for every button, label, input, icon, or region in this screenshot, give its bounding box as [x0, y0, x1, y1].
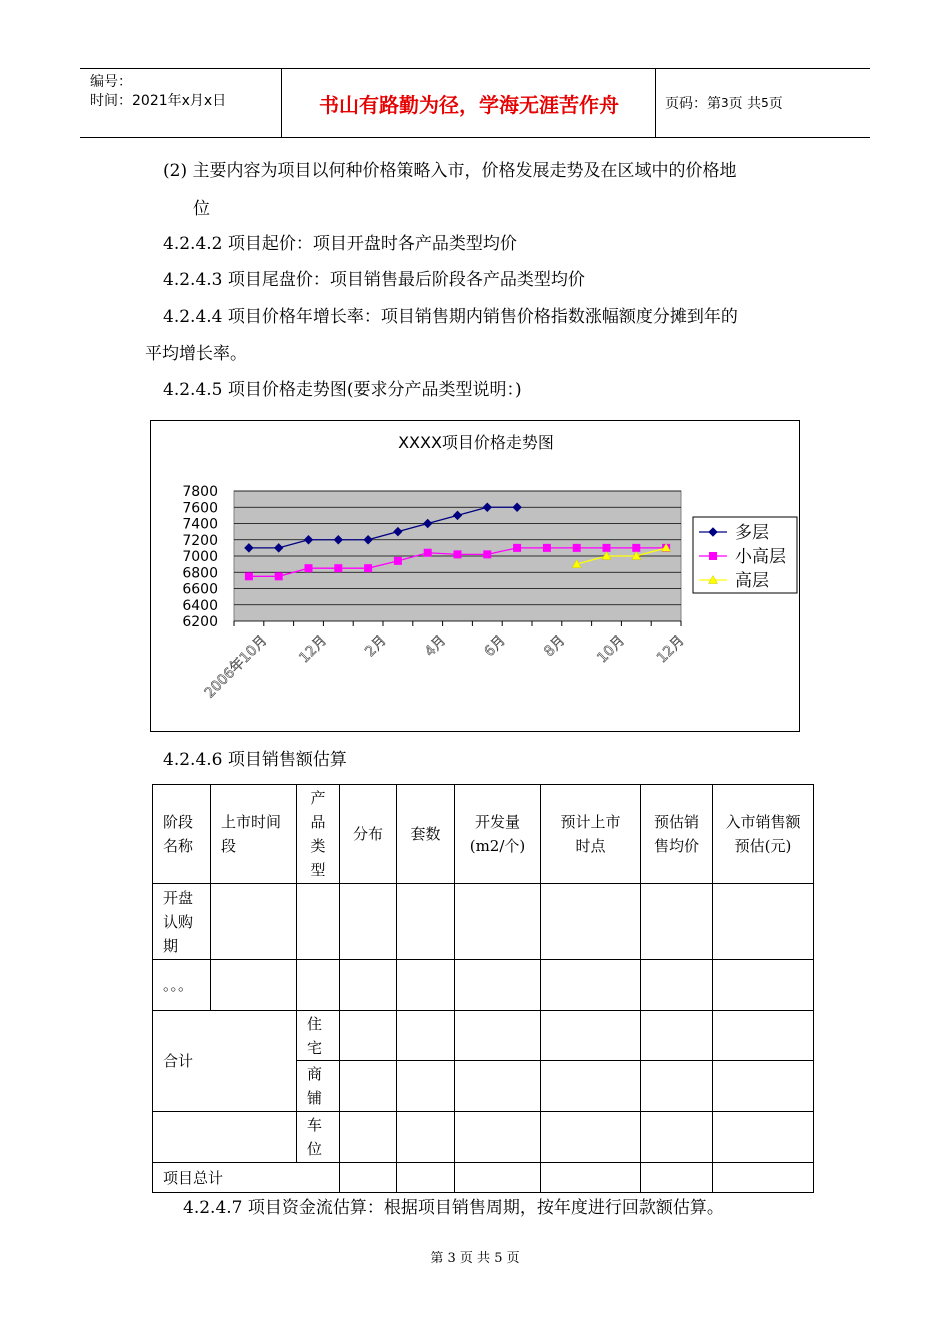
data-point: [710, 553, 717, 560]
page-current: 3: [721, 96, 729, 110]
header-cell: 产品类型: [297, 785, 340, 884]
x-tick-label: 6月: [481, 632, 510, 661]
y-tick-label: 6800: [182, 565, 218, 582]
paragraph-cashflow: 4.2.4.7 项目资金流估算：根据项目销售周期，按年度进行回款额估算。: [183, 1198, 724, 1218]
page-header: [80, 68, 870, 138]
table-cell: 商铺: [297, 1061, 340, 1112]
x-tick-label: 2月: [362, 632, 390, 661]
table-cell: 住宅: [297, 1011, 340, 1061]
chart-title: XXXX项目价格走势图: [398, 433, 554, 452]
data-point: [484, 551, 491, 558]
header-page-info: [665, 69, 783, 137]
table-cell: 项目总计: [153, 1163, 340, 1193]
y-tick-label: 7200: [182, 532, 218, 549]
header-cell: 上市时间段: [211, 785, 297, 884]
header-motto: 书山有路勤为径，学海无涯苦作舟: [319, 92, 619, 117]
data-point: [514, 544, 521, 551]
data-point: [543, 544, 550, 551]
data-point: [633, 544, 640, 551]
table-cell: 开盘认购期: [153, 884, 211, 960]
paragraph-sales-estimate: 4.2.4.6 项目销售额估算: [163, 750, 347, 770]
header-cell: 入市销售额预估(元): [713, 785, 814, 884]
table-header-row: [153, 785, 814, 884]
table-row: [153, 884, 814, 960]
data-point: [454, 551, 461, 558]
header-divider: [281, 69, 282, 137]
y-tick-label: 7800: [182, 484, 218, 500]
page-footer: 第 3 页 共 5 页: [430, 1251, 520, 1266]
page-mid: 页 共: [728, 96, 762, 112]
paragraph-growth-rate-cont: 平均增长率。: [145, 344, 247, 364]
header-cell: 开发量(m2/个): [455, 785, 541, 884]
sales-estimate-table: [152, 784, 814, 1193]
doc-date-label: 时间：2021年x月x日: [90, 93, 227, 109]
paragraph-content-cont: 位: [193, 199, 210, 219]
header-cell: 分布: [340, 785, 397, 884]
page-total: 5: [761, 96, 769, 110]
data-point: [424, 549, 431, 556]
x-tick-label: 10月: [594, 632, 629, 667]
y-tick-label: 7400: [182, 516, 218, 533]
data-point: [365, 565, 372, 572]
page-suffix: 页: [768, 96, 783, 112]
data-point: [573, 544, 580, 551]
data-point: [394, 557, 401, 564]
paragraph-start-price: 4.2.4.2 项目起价：项目开盘时各产品类型均价: [163, 234, 517, 254]
legend-label: 小高层: [735, 547, 786, 567]
table-cell: 合计: [153, 1011, 297, 1112]
chart-svg: [151, 421, 799, 731]
y-tick-label: 6400: [182, 597, 218, 614]
paragraph-growth-rate: 4.2.4.4 项目价格年增长率：项目销售期内销售价格指数涨幅额度分摊到年的: [163, 307, 738, 327]
header-cell: 预估销售均价: [641, 785, 713, 884]
y-tick-label: 7600: [182, 500, 218, 517]
doc-number-label: 编号：: [90, 74, 132, 90]
table-row: [153, 1112, 814, 1163]
y-tick-label: 6600: [182, 581, 218, 598]
header-cell: 阶段名称: [153, 785, 211, 884]
x-tick-label: 2006年10月: [201, 632, 271, 702]
paragraph-price-trend: 4.2.4.5 项目价格走势图(要求分产品类型说明：): [163, 380, 522, 400]
y-tick-label: 6200: [182, 614, 218, 630]
header-divider: [655, 69, 656, 137]
header-left: [90, 73, 226, 111]
table-cell: 车位: [297, 1112, 340, 1163]
paragraph-content: (2) 主要内容为项目以何种价格策略入市，价格发展走势及在区域中的价格地: [163, 161, 737, 181]
table-row: [153, 1163, 814, 1193]
data-point: [603, 544, 610, 551]
data-point: [245, 573, 252, 580]
legend-label: 高层: [735, 571, 769, 591]
x-tick-label: 12月: [296, 632, 331, 667]
page-prefix: 页码：第: [665, 96, 721, 112]
header-cell: 预计上市时点: [541, 785, 641, 884]
price-trend-chart: [150, 420, 800, 732]
paragraph-end-price: 4.2.4.3 项目尾盘价：项目销售最后阶段各产品类型均价: [163, 270, 585, 290]
table-cell: 。。。: [153, 960, 211, 1011]
data-point: [275, 573, 282, 580]
data-point: [335, 565, 342, 572]
legend-label: 多层: [735, 523, 769, 543]
table-row: [153, 960, 814, 1011]
table-row: [153, 1011, 814, 1061]
y-tick-label: 7000: [182, 549, 218, 565]
x-tick-label: 12月: [654, 632, 688, 667]
data-point: [305, 565, 312, 572]
x-tick-label: 4月: [421, 632, 450, 661]
x-tick-label: 8月: [541, 632, 569, 661]
header-cell: 套数: [397, 785, 455, 884]
